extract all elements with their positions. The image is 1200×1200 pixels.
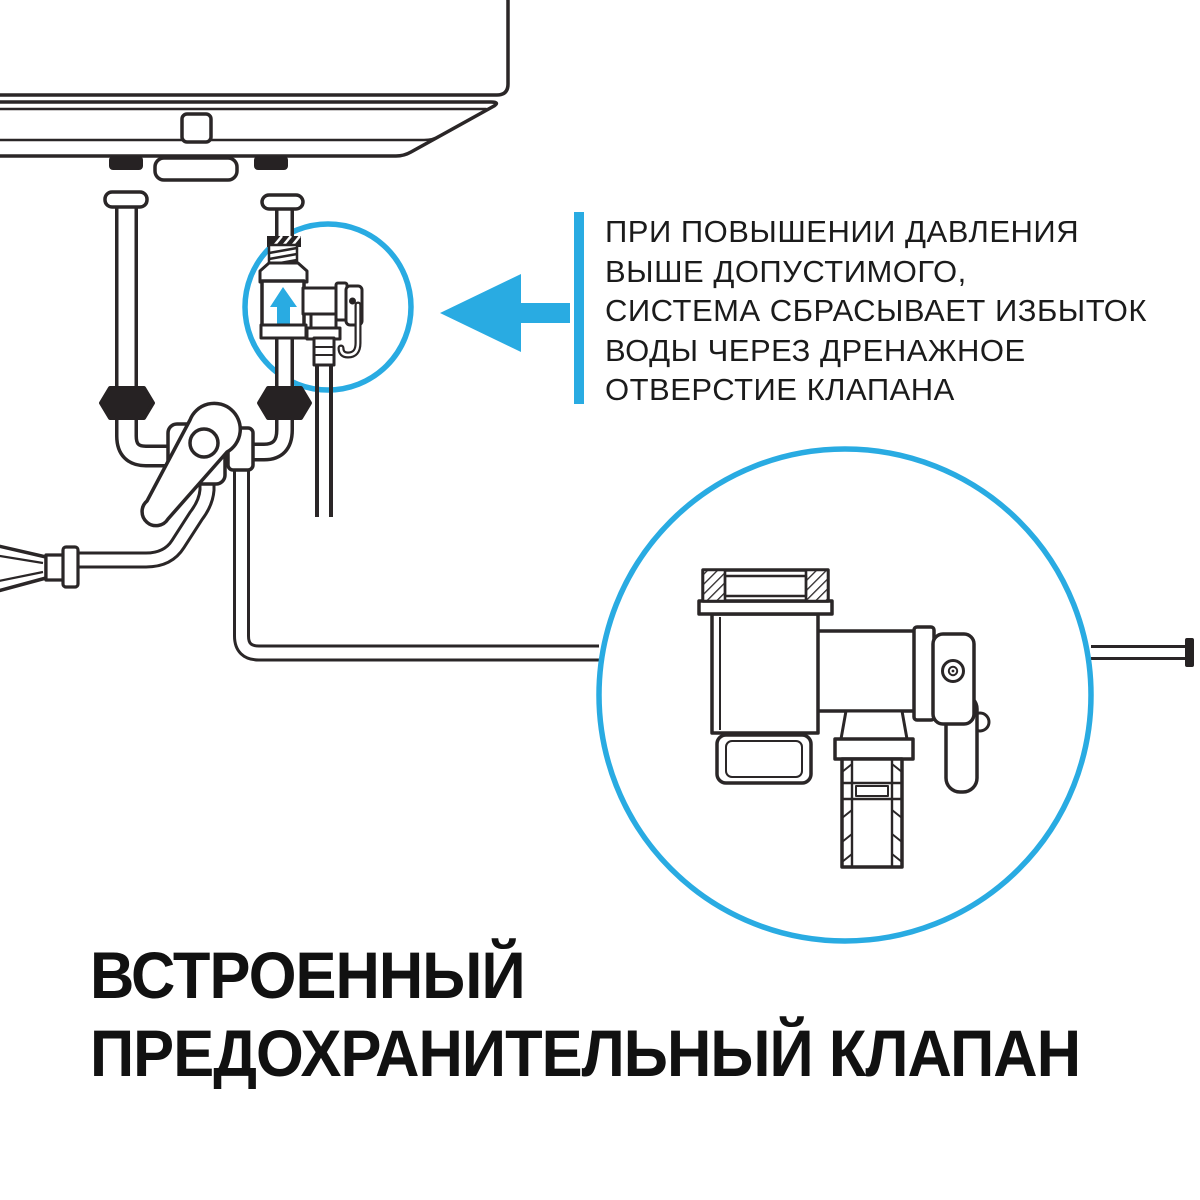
page-title bbox=[90, 936, 1113, 1092]
drain-pipe-run bbox=[242, 462, 600, 653]
detail-outlet-flange bbox=[914, 627, 934, 720]
right-pipe-flange bbox=[262, 195, 303, 209]
annotation-block bbox=[605, 212, 1190, 410]
annotation-line: ВОДЫ ЧЕРЕЗ ДРЕНАЖНОЕ bbox=[605, 332, 1026, 368]
left-pipe-nut bbox=[101, 388, 153, 418]
page-title-line: ВСТРОЕННЫЙ bbox=[90, 938, 525, 1012]
detail-drain-nut bbox=[835, 739, 913, 759]
heater-body bbox=[0, 0, 508, 95]
left-pipe-flange bbox=[105, 192, 147, 207]
annotation-line: ВЫШЕ ДОПУСТИМОГО, bbox=[605, 253, 967, 289]
detail-top-flange bbox=[699, 601, 832, 614]
callout-bar bbox=[574, 212, 584, 404]
detail-outlet bbox=[810, 631, 918, 711]
valve-bottom-nut-small bbox=[261, 325, 306, 338]
heater-port-right bbox=[254, 156, 288, 170]
outlet-pipe-right bbox=[1091, 638, 1194, 667]
left-supply-pipe bbox=[101, 192, 172, 456]
water-heater bbox=[0, 0, 508, 180]
detail-top-nut-hatch bbox=[703, 570, 725, 601]
right-pipe-nut bbox=[259, 388, 310, 418]
hose-cone bbox=[0, 545, 46, 592]
pointer-arrow-icon bbox=[440, 274, 570, 352]
annotation-line: СИСТЕМА СБРАСЫВАЕТ ИЗБЫТОК bbox=[605, 293, 1147, 328]
detail-valve-body bbox=[712, 614, 818, 733]
callout-pointer bbox=[440, 212, 584, 404]
heater-port-left bbox=[109, 156, 143, 170]
valve-outlet-small bbox=[303, 288, 338, 314]
annotation-line: ОТВЕРСТИЕ КЛАПАНА bbox=[605, 372, 955, 407]
detail-top-nut-hatch bbox=[806, 570, 828, 601]
detail-thread bbox=[717, 735, 811, 783]
annotation-line: ПРИ ПОВЫШЕНИИ ДАВЛЕНИЯ bbox=[605, 214, 1080, 249]
valve-drain-rib-small bbox=[314, 338, 334, 365]
heater-button bbox=[182, 114, 211, 142]
heater-gland bbox=[155, 158, 237, 180]
detail-drain-neck bbox=[841, 711, 907, 739]
page-title-line: ПРЕДОХРАНИТЕЛЬНЫЙ КЛАПАН bbox=[90, 1016, 1081, 1090]
hose-flange bbox=[63, 547, 78, 587]
pipe-end-cap bbox=[1185, 638, 1194, 667]
safety-valve-assembly bbox=[248, 195, 362, 517]
tee-lever-pivot bbox=[190, 429, 218, 457]
valve-top-nut bbox=[260, 263, 307, 282]
